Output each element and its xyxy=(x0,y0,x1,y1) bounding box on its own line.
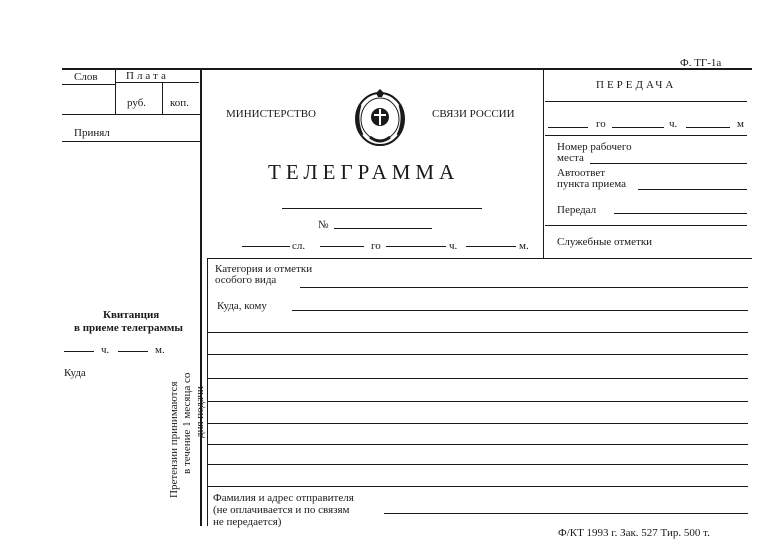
kop-label: коп. xyxy=(170,97,189,109)
receipt-minute-line xyxy=(118,351,148,352)
sender-line xyxy=(384,513,748,514)
title-underline xyxy=(282,208,482,209)
receipt-minute-label: м. xyxy=(155,344,165,356)
accepted-line xyxy=(62,141,200,142)
category-line-1: Категория и отметки xyxy=(215,263,313,275)
transfer-left-border xyxy=(543,68,544,258)
header-year-label: го xyxy=(371,240,381,252)
transfer-year-line xyxy=(612,127,664,128)
to-whom-label: Куда, кому xyxy=(217,300,267,312)
receipt-title-1: Квитанция xyxy=(103,309,160,321)
header-minute-label: м. xyxy=(519,240,529,252)
claims-line-1: Претензии принимаются xyxy=(168,381,180,498)
receipt-hour-label: ч. xyxy=(101,344,110,356)
text-line-2 xyxy=(208,401,748,402)
claims-line-2: в течение 1 месяца со xyxy=(181,372,193,474)
transfer-minute-label: м xyxy=(737,118,744,130)
body-top-border xyxy=(207,258,752,259)
sent-label: Передал xyxy=(557,204,597,216)
header-year-line xyxy=(320,246,364,247)
header-minute-line xyxy=(466,246,516,247)
transfer-time-divider xyxy=(545,135,747,136)
payment-bottom-line xyxy=(62,114,200,115)
form-code: Ф. ТГ-1а xyxy=(680,57,722,69)
number-label: № xyxy=(318,219,329,231)
category-line xyxy=(300,287,748,288)
sent-line xyxy=(614,213,747,214)
emblem-icon xyxy=(352,89,408,147)
service-label: Служебные отметки xyxy=(557,236,653,248)
auto-line-1: Автоответ xyxy=(557,167,606,179)
address-line-3 xyxy=(208,354,748,355)
payment-label: Плата xyxy=(126,70,169,82)
text-line-4 xyxy=(208,444,748,445)
receipt-hour-line xyxy=(64,351,94,352)
rub-label: руб. xyxy=(127,97,147,109)
transfer-hour-label: ч. xyxy=(669,118,678,130)
workplace-line-1: Номер рабочего xyxy=(557,141,632,153)
header-words-line xyxy=(242,246,290,247)
claims-line-3: дня подачи xyxy=(194,386,206,438)
text-line-1 xyxy=(208,378,748,379)
header-hour-label: ч. xyxy=(449,240,458,252)
stub-divider-1 xyxy=(115,68,116,114)
main-left-border xyxy=(200,68,202,526)
auto-line-2: пункта приема xyxy=(557,178,626,190)
print-info: Ф/КТ 1993 г. Зак. 527 Тир. 500 т. xyxy=(558,527,710,539)
document-title: ТЕЛЕГРАММА xyxy=(268,160,460,184)
sender-line-2: (не оплачивается и по связям xyxy=(213,504,350,516)
header-words-label: сл. xyxy=(292,240,306,252)
transfer-date-line xyxy=(548,127,588,128)
workplace-line xyxy=(590,163,747,164)
sender-line-3: не передается) xyxy=(213,516,282,528)
auto-line xyxy=(638,189,747,190)
words-label: Слов xyxy=(74,71,98,83)
workplace-line-2: места xyxy=(557,152,584,164)
text-line-3 xyxy=(208,423,748,424)
address-line-1 xyxy=(292,310,748,311)
header-hour-line xyxy=(386,246,446,247)
receipt-where-label: Куда xyxy=(64,367,86,379)
receipt-title-2: в приеме телеграммы xyxy=(74,322,184,334)
transfer-title-line xyxy=(545,101,747,102)
text-line-6 xyxy=(208,486,748,487)
address-line-2 xyxy=(208,332,748,333)
transfer-hour-line xyxy=(686,127,730,128)
ministry-right: СВЯЗИ РОССИИ xyxy=(432,108,515,120)
category-line-2: особого вида xyxy=(215,274,277,286)
stub-divider-2 xyxy=(162,82,163,114)
text-line-5 xyxy=(208,464,748,465)
number-line xyxy=(334,228,432,229)
transfer-title: ПЕРЕДАЧА xyxy=(596,79,677,91)
accepted-label: Принял xyxy=(74,127,110,139)
transfer-extra-line xyxy=(545,225,747,226)
payment-underline xyxy=(115,82,199,83)
sender-line-1: Фамилия и адрес отправителя xyxy=(213,492,354,504)
transfer-year-label: го xyxy=(596,118,606,130)
words-underline xyxy=(62,84,116,85)
ministry-left: МИНИСТЕРСТВО xyxy=(226,108,316,120)
